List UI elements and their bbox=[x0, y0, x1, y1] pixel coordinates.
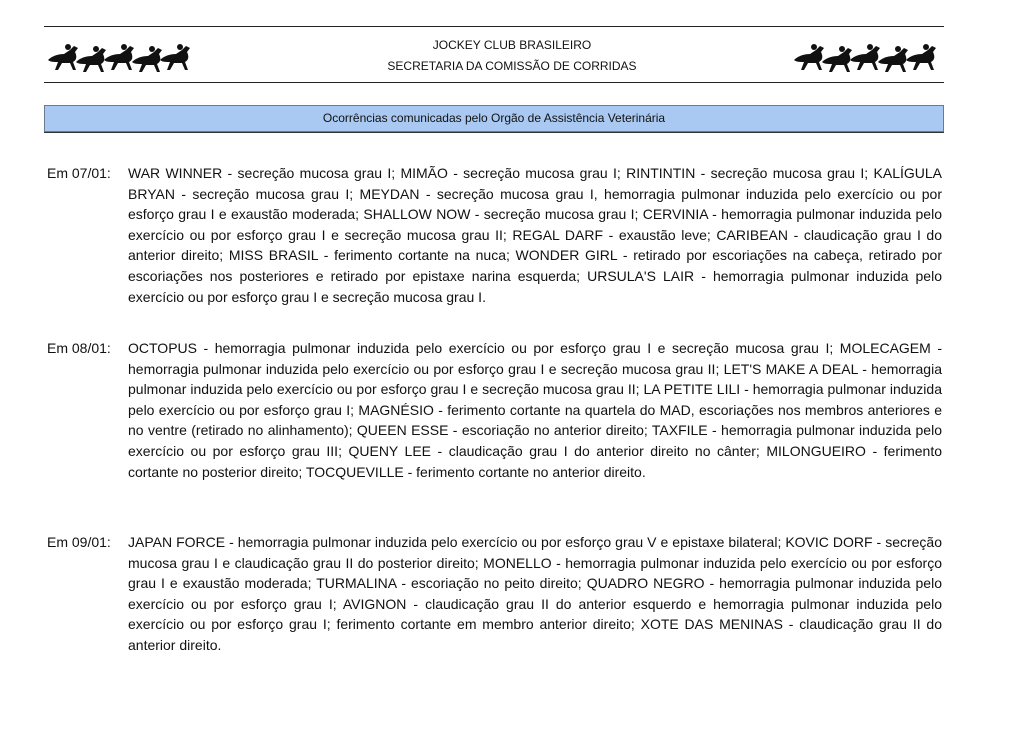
section-title: Ocorrências comunicadas pelo Orgão de Assistência Veterinária bbox=[44, 105, 944, 132]
org-name: JOCKEY CLUB BRASILEIRO bbox=[432, 38, 592, 52]
section-title-rule bbox=[44, 132, 944, 133]
entry-text: WAR WINNER - secreção mucosa grau I; MIMÃO - secreção mucosa grau I; RINTINTIN - secreção mucosa grau I; KALÍGULA BRYAN - secreção mucosa grau I; MEYDAN - secreção mucosa grau I, hemorragia pulmonar induzida pelo exercício ou por esforço grau I e exaustão moderada; SHALLOW NOW - secreção mucosa grau I; CERVINIA - hemorragia pulmonar induzida pelo exercício ou por esforço grau I e secreção mucosa grau II; REGAL DARF - exaustão leve; CARIBEAN - claudicação grau I do anterior direito; MISS BRASIL - ferimento cortante na nuca; WONDER GIRL - retirado por escoriações na cabeça, retirado por escoriações nos posteriores e retirado por epistaxe narina esquerda; URSULA'S LAIR - hemorragia pulmonar induzida pelo exercício ou por esforço grau I e secreção mucosa grau I. bbox=[128, 165, 942, 305]
header-top-rule bbox=[44, 26, 944, 27]
department-name: SECRETARIA DA COMISSÃO DE CORRIDAS bbox=[387, 59, 637, 73]
racing-horses-icon bbox=[790, 38, 940, 72]
entry-date: Em 09/01: bbox=[47, 534, 111, 550]
entry-date: Em 07/01: bbox=[47, 165, 111, 181]
entry-text: OCTOPUS - hemorragia pulmonar induzida pelo exercício ou por esforço grau I e secreção mucosa grau I; MOLECAGEM - hemorragia pulmonar induzida pelo exercício ou por esforço grau I e secreção mucosa grau II; LET'S MAKE A DEAL - hemorragia pulmonar induzida pelo exercício ou por esforço grau I e secreção mucosa grau II; LA PETITE LILI - hemorragia pulmonar induzida pelo exercício ou por esforço grau I; MAGNÉSIO - ferimento cortante na quartela do MAD, escoriações nos membros anteriores e no ventre (retirado no alinhamento); QUEEN ESSE - escoriação no anterior direito; TAXFILE - hemorragia pulmonar induzida pelo exercício ou por esforço grau III; QUENY LEE - claudicação grau I do anterior direito no cânter; MILONGUEIRO - ferimento cortante no posterior direito; TOCQUEVILLE - ferimento cortante no anterior direito. bbox=[128, 340, 942, 480]
header-bottom-rule bbox=[44, 82, 944, 83]
entry-text: JAPAN FORCE - hemorragia pulmonar induzida pelo exercício ou por esforço grau V e epistaxe bilateral; KOVIC DORF - secreção mucosa grau I e claudicação grau II do posterior direito; MONELLO - hemorragia pulmonar induzida pelo exercício ou por esforço grau I e exaustão moderada; TURMALINA - escoriação no peito direito; QUADRO NEGRO - hemorragia pulmonar induzida pelo exercício ou por esforço grau I; AVIGNON - claudicação grau II do anterior esquerdo e hemorragia pulmonar induzida pelo exercício ou por esforço grau I; ferimento cortante em membro anterior direito; XOTE DAS MENINAS - claudicação grau II do anterior direito. bbox=[128, 534, 942, 653]
entry-date: Em 08/01: bbox=[47, 340, 111, 356]
